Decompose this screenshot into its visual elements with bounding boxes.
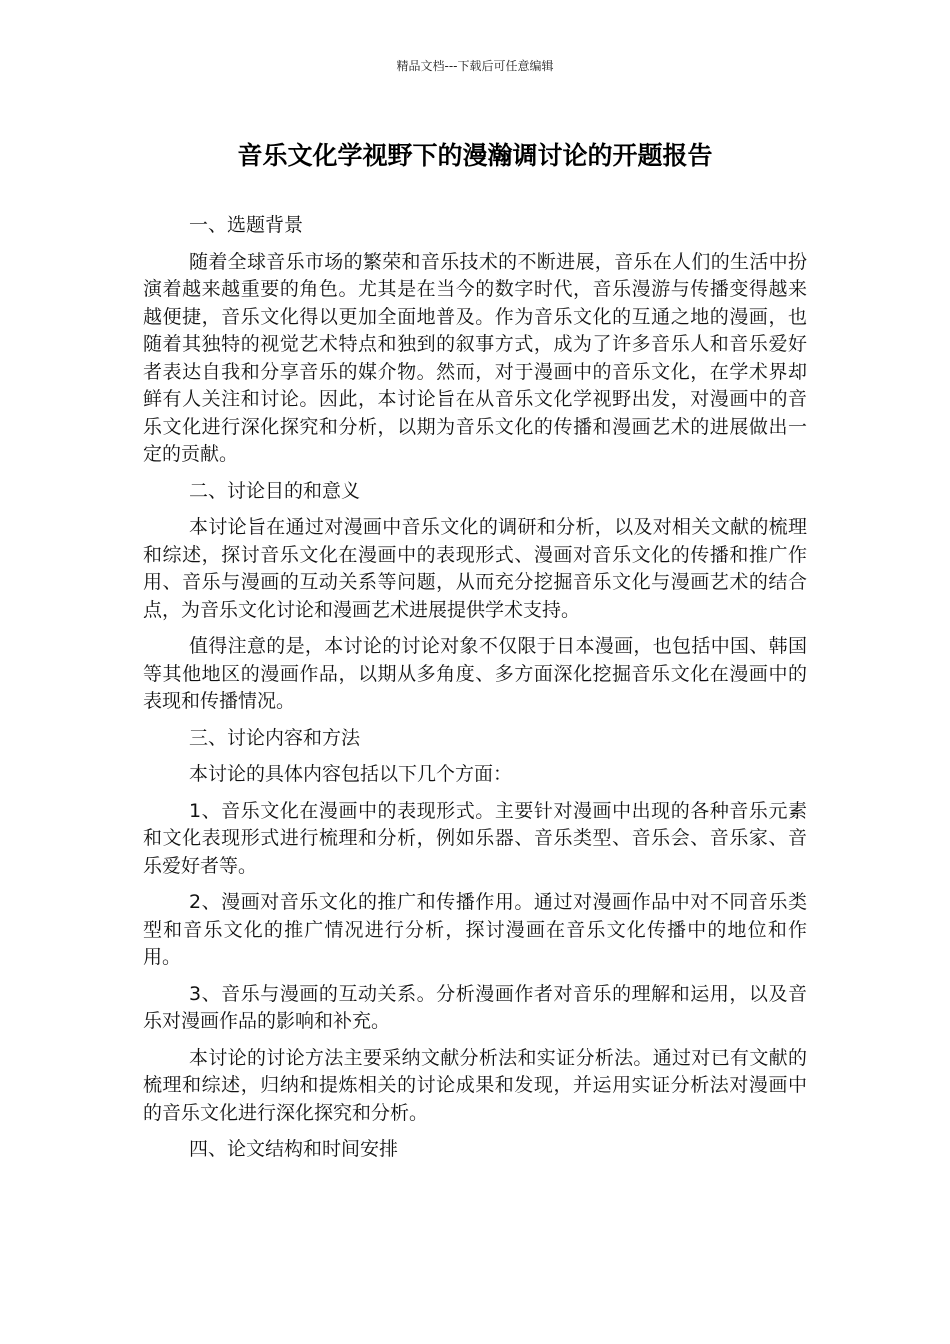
paragraph-content-item-2: 2、漫画对音乐文化的推广和传播作用。通过对漫画作品中对不同音乐类型和音乐文化的推广情况进行分析，探讨漫画在音乐文化传播中的地位和作用。 [143,891,807,968]
section-heading-structure: 四、论文结构和时间安排 [189,1138,399,1160]
paragraph-purpose-2: 值得注意的是，本讨论的讨论对象不仅限于日本漫画，也包括中国、韩国等其他地区的漫画作品，以期从多角度、多方面深化挖掘音乐文化在漫画中的表现和传播情况。 [143,635,807,712]
section-heading-content-method: 三、讨论内容和方法 [189,726,361,749]
paragraph-content-item-3: 3、音乐与漫画的互动关系。分析漫画作者对音乐的理解和运用，以及音乐对漫画作品的影响和补充。 [143,982,807,1032]
paragraph-purpose-1: 本讨论旨在通过对漫画中音乐文化的调研和分析，以及对相关文献的梳理和综述，探讨音乐文化在漫画中的表现形式、漫画对音乐文化的传播和推广作用、音乐与漫画的互动关系等问题，从而充分挖掘音乐文化与漫画艺术的结合点，为音乐文化讨论和漫画艺术进展提供学术支持。 [143,516,807,621]
section-heading-background: 一、选题背景 [189,214,304,236]
paragraph-content-intro: 本讨论的具体内容包括以下几个方面： [189,763,513,785]
section-heading-purpose: 二、讨论目的和意义 [189,479,361,502]
paragraph-method: 本讨论的讨论方法主要采纳文献分析法和实证分析法。通过对已有文献的梳理和综述，归纳和提炼相关的讨论成果和发现，并运用实证分析法对漫画中的音乐文化进行深化探究和分析。 [143,1046,807,1124]
paragraph-background: 随着全球音乐市场的繁荣和音乐技术的不断进展，音乐在人们的生活中扮演着越来越重要的角色。尤其是在当今的数字时代，音乐漫游与传播变得越来越便捷，音乐文化得以更加全面地普及。作为音乐文化的互通之地的漫画，也随着其独特的视觉艺术特点和独到的叙事方式，成为了许多音乐人和音乐爱好者表达自我和分享音乐的媒介物。然而，对于漫画中的音乐文化，在学术界却鲜有人关注和讨论。因此，本讨论旨在从音乐文化学视野出发，对漫画中的音乐文化进行深化探究和分析，以期为音乐文化的传播和漫画艺术的进展做出一定的贡献。 [143,250,807,465]
document-title: 音乐文化学视野下的漫瀚调讨论的开题报告 [237,141,713,170]
document-body [143,212,807,1173]
header-note: 精品文档---下载后可任意编辑 [396,59,554,73]
paragraph-content-item-1: 1、音乐文化在漫画中的表现形式。主要针对漫画中出现的各种音乐元素和文化表现形式进行梳理和分析，例如乐器、音乐类型、音乐会、音乐家、音乐爱好者等。 [143,799,807,877]
